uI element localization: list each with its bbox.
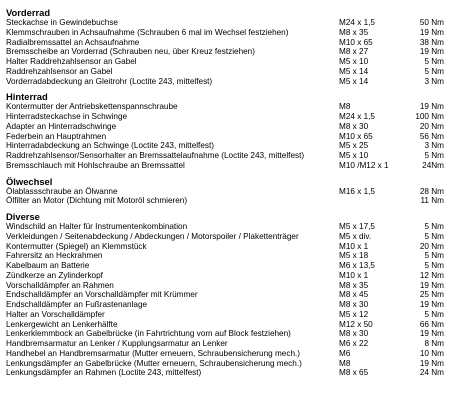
table-row: [6, 271, 444, 281]
table-row: [6, 261, 444, 271]
row-torque-value: 20 Nm: [419, 121, 444, 131]
row-torque-value: 100 Nm: [415, 112, 444, 121]
row-thread-size: M8 x 30: [339, 300, 369, 309]
section-rows: [6, 102, 444, 170]
row-description: Hinterradabdeckung an Schwinge (Loctite 243, mittelfest): [6, 141, 214, 151]
table-row: [6, 151, 444, 161]
table-row: [6, 18, 444, 28]
section-rows: [6, 18, 444, 86]
row-description: Lenkergewicht an Lenkerhälfte: [6, 319, 118, 329]
row-description: Bremsschlauch mit Hohlschraube an Bremssattel: [6, 160, 185, 170]
row-torque-value: 19 Nm: [419, 300, 444, 309]
table-row: [6, 132, 444, 142]
table-row: [6, 67, 444, 77]
section-heading: Ölwechsel: [6, 175, 53, 187]
row-thread-size: M8 x 35: [339, 280, 369, 290]
row-thread-size: M12 x 50: [339, 319, 373, 329]
row-description: Zündkerze an Zylinderkopf: [6, 270, 103, 280]
row-torque-value: 5 Nm: [424, 57, 444, 66]
table-row: [6, 300, 444, 310]
row-thread-size: M5 x 14: [339, 76, 369, 86]
row-torque-value: 24Nm: [422, 160, 444, 170]
row-torque-value: 3 Nm: [424, 76, 444, 86]
table-row: [6, 242, 444, 252]
row-description: Adapter an Hinterradschwinge: [6, 121, 117, 131]
row-description: Kabelbaum an Batterie: [6, 261, 90, 270]
row-thread-size: M8 x 65: [339, 368, 369, 378]
table-row: [6, 141, 444, 151]
row-torque-value: 11 Nm: [420, 196, 444, 206]
row-torque-value: 10 Nm: [419, 348, 444, 358]
row-torque-value: 25 Nm: [419, 290, 444, 300]
row-description: Steckachse in Gewindebuchse: [6, 18, 118, 27]
row-description: Halter an Vorschalldämpfer: [6, 309, 105, 319]
table-row: [6, 102, 444, 112]
row-thread-size: M8 x 30: [339, 121, 369, 131]
row-description: Lenkungsdämpfer an Rahmen (Loctite 243, mittelfest): [6, 368, 202, 378]
row-torque-value: 50 Nm: [419, 18, 444, 27]
row-description: Hinterradsteckachse in Schwinge: [6, 112, 128, 121]
section-hinterrad: [6, 91, 444, 170]
section-rows: [6, 187, 444, 207]
row-description: Lenkerklemmbock an Gabelbrücke (in Fahrtrichtung vorn auf Block festziehen): [6, 329, 291, 339]
row-thread-size: M10 x 65: [339, 131, 373, 141]
row-torque-value: 28 Nm: [419, 186, 444, 196]
row-description: Lenkungsdämpfer an Gabelbrücke (Mutter erneuern, Schraubensicherung mech.): [6, 358, 302, 368]
row-thread-size: M8 x 27: [339, 47, 369, 57]
row-torque-value: 19 Nm: [419, 47, 444, 57]
row-torque-value: 19 Nm: [419, 102, 444, 112]
row-description: Raddrehzahlsensor an Gabel: [6, 66, 113, 76]
table-row: [6, 310, 444, 320]
section-oelwechsel: [6, 176, 444, 207]
row-description: Kontermutter (Spiegel) an Klemmstück: [6, 241, 147, 251]
row-torque-value: 24 Nm: [419, 368, 444, 378]
row-description: Endschalldämpfer an Vorschalldämpfer mit Krümmer: [6, 290, 198, 300]
row-torque-value: 5 Nm: [424, 251, 444, 261]
row-thread-size: M6 x 22: [339, 339, 369, 348]
table-row: [6, 77, 444, 87]
row-torque-value: 19 Nm: [419, 280, 444, 290]
table-row: [6, 251, 444, 261]
section-vorderrad: [6, 7, 444, 86]
row-thread-size: M8 x 45: [339, 290, 369, 300]
section-heading: Hinterrad: [6, 91, 48, 103]
row-description: Federbein an Hauptrahmen: [6, 131, 107, 141]
row-thread-size: M5 x 25: [339, 141, 369, 151]
row-torque-value: 56 Nm: [419, 131, 444, 141]
row-thread-size: M5 x 14: [339, 66, 369, 76]
table-row: [6, 38, 444, 48]
table-row: [6, 187, 444, 197]
row-description: Radialbremssattel an Achsaufnahme: [6, 37, 140, 47]
section-heading: Vorderrad: [6, 7, 51, 18]
row-thread-size: M10 x 65: [339, 37, 373, 47]
row-description: Klemmschrauben in Achsaufnahme (Schrauben 6 mal im Wechsel festziehen): [6, 27, 289, 37]
row-description: Halter Raddrehzahlsensor an Gabel: [6, 57, 137, 66]
table-row: [6, 112, 444, 122]
table-row: [6, 290, 444, 300]
row-description: Kontermutter der Antriebskettenspannschraube: [6, 102, 178, 112]
table-row: [6, 196, 444, 206]
table-row: [6, 281, 444, 291]
table-row: [6, 161, 444, 171]
row-thread-size: M10 /M12 x 1: [339, 160, 389, 170]
section-diverse: [6, 211, 444, 378]
table-row: [6, 47, 444, 57]
section-rows: [6, 222, 444, 378]
row-thread-size: M5 x 17,5: [339, 222, 375, 231]
row-torque-value: 19 Nm: [419, 329, 444, 339]
table-row: [6, 57, 444, 67]
row-thread-size: M8 x 30: [339, 329, 369, 339]
row-thread-size: M5 x 18: [339, 251, 369, 261]
row-thread-size: M5 x 10: [339, 57, 369, 66]
row-torque-value: 38 Nm: [419, 37, 444, 47]
row-thread-size: M8: [339, 358, 351, 368]
row-description: Endschalldämpfer an Fußrastenanlage: [6, 300, 148, 309]
row-description: Raddrehzahlsensor/Sensorhalter an Bremssattelaufnahme (Loctite 243, mittelfest): [6, 151, 305, 160]
row-description: Ölfilter an Motor (Dichtung mit Motoröl schmieren): [6, 196, 188, 206]
row-thread-size: M8 x 35: [339, 27, 369, 37]
row-torque-value: 5 Nm: [424, 222, 444, 231]
row-torque-value: 8 Nm: [424, 339, 444, 348]
row-torque-value: 5 Nm: [424, 231, 444, 241]
table-row: [6, 368, 444, 378]
row-torque-value: 12 Nm: [419, 270, 444, 280]
row-torque-value: 3 Nm: [424, 141, 444, 151]
row-description: Verkleidungen / Seitenabdeckung / Abdeckungen / Motorspoiler / Plakettenträger: [6, 231, 299, 241]
row-thread-size: M24 x 1,5: [339, 18, 375, 27]
row-thread-size: M5 x div.: [339, 231, 372, 241]
row-torque-value: 19 Nm: [419, 358, 444, 368]
row-torque-value: 19 Nm: [419, 27, 444, 37]
row-description: Bremsscheibe an Vorderrad (Schrauben neu, über Kreuz festziehen): [6, 47, 255, 57]
table-row: [6, 320, 444, 330]
row-description: Windschild an Halter für Instrumentenkombination: [6, 222, 188, 231]
table-row: [6, 329, 444, 339]
row-thread-size: M10 x 1: [339, 270, 369, 280]
row-description: Vorderradabdeckung an Gleitrohr (Loctite 243, mittelfest): [6, 76, 213, 86]
row-thread-size: M24 x 1,5: [339, 112, 375, 121]
row-description: Fahrersitz an Heckrahmen: [6, 251, 103, 261]
table-row: [6, 359, 444, 369]
row-thread-size: M10 x 1: [339, 241, 369, 251]
section-heading: Diverse: [6, 211, 40, 222]
table-row: [6, 339, 444, 349]
table-row: [6, 28, 444, 38]
row-thread-size: M6 x 13,5: [339, 261, 375, 270]
row-thread-size: M8: [339, 102, 351, 112]
row-torque-value: 5 Nm: [424, 261, 444, 270]
row-thread-size: M5 x 12: [339, 309, 369, 319]
row-description: Handbremsarmatur an Lenker / Kupplungsarmatur an Lenker: [6, 339, 228, 348]
row-torque-value: 5 Nm: [424, 151, 444, 160]
row-torque-value: 20 Nm: [419, 241, 444, 251]
row-torque-value: 66 Nm: [419, 319, 444, 329]
table-row: [6, 349, 444, 359]
row-thread-size: M16 x 1,5: [339, 186, 375, 196]
table-row: [6, 222, 444, 232]
row-description: Vorschalldämpfer an Rahmen: [6, 280, 114, 290]
row-torque-value: 5 Nm: [424, 309, 444, 319]
row-thread-size: M6: [339, 348, 351, 358]
row-torque-value: 5 Nm: [424, 66, 444, 76]
table-row: [6, 232, 444, 242]
row-thread-size: M5 x 10: [339, 151, 369, 160]
table-row: [6, 122, 444, 132]
row-description: Ölablassschraube an Ölwanne: [6, 186, 118, 196]
row-description: Handhebel an Handbremsarmatur (Mutter erneuern, Schraubensicherung mech.): [6, 348, 300, 358]
